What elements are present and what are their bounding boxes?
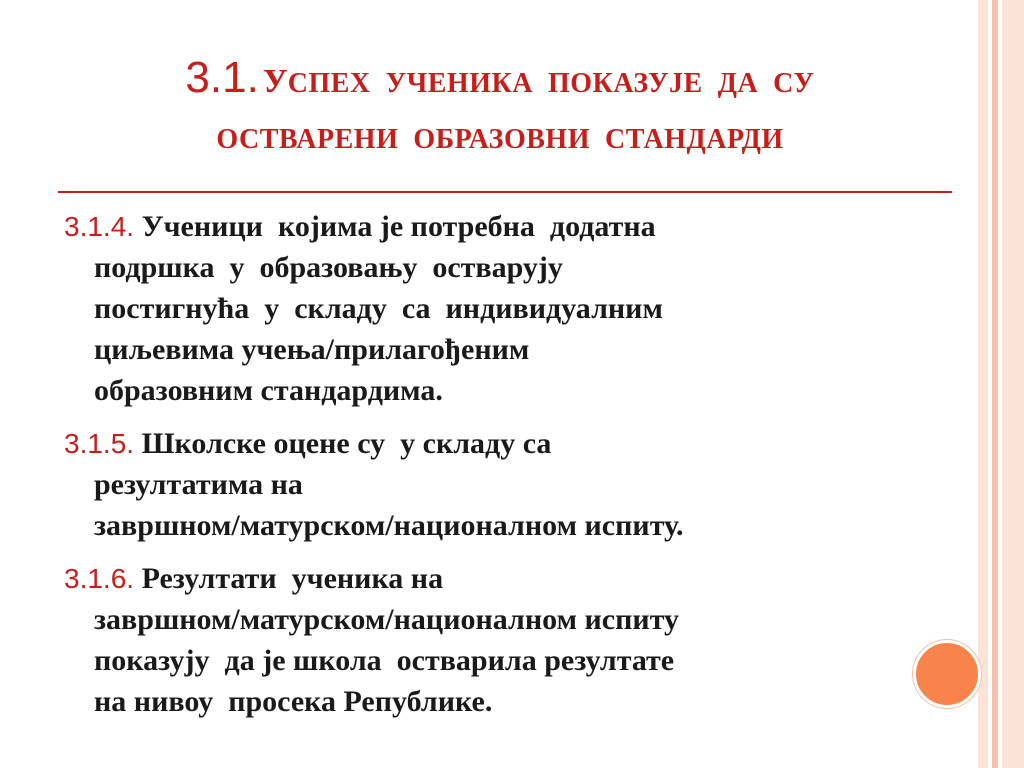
item-number: 3.1.5. bbox=[64, 428, 135, 459]
decorative-circle bbox=[913, 640, 981, 708]
item-text: Ученици којима је потребна додатна bbox=[141, 210, 656, 243]
item-first-line bbox=[64, 423, 964, 464]
list-item bbox=[64, 558, 964, 722]
item-continuation: на нивоу просека Републике. bbox=[94, 685, 493, 718]
item-continuation: резултатима на bbox=[94, 468, 303, 501]
item-first-line bbox=[64, 558, 964, 599]
item-continuation: завршном/матурском/националном испиту. bbox=[94, 509, 684, 542]
title-divider bbox=[58, 191, 952, 193]
item-continuation: образовним стандардима. bbox=[94, 374, 443, 407]
title-first-letter: У bbox=[262, 63, 288, 100]
title-line-1 bbox=[60, 52, 940, 114]
item-number: 3.1.4. bbox=[64, 211, 135, 242]
item-continuation: циљевима учења/прилагођеним bbox=[94, 333, 530, 366]
title-line1-text: СПЕХ УЧЕНИКА ПОКАЗУЈЕ ДА СУ bbox=[287, 68, 815, 99]
title-number: 3.1. bbox=[185, 53, 259, 102]
list-item bbox=[64, 206, 964, 411]
item-text: Резултати ученика на bbox=[141, 562, 444, 595]
item-number: 3.1.6. bbox=[64, 563, 135, 594]
content-body bbox=[64, 206, 964, 734]
title-line-2: ОСТВАРЕНИ ОБРАЗОВНИ СТАНДАРДИ bbox=[216, 124, 784, 155]
item-continuation: постигнућа у складу са индивидуалним bbox=[94, 292, 663, 325]
item-continuation: завршном/матурском/националном испиту bbox=[94, 603, 680, 636]
item-first-line bbox=[64, 206, 964, 247]
stripe bbox=[1002, 0, 1024, 768]
decorative-stripes bbox=[978, 0, 1024, 768]
list-item bbox=[64, 423, 964, 546]
item-continuation: подршка у образовању остварују bbox=[94, 251, 563, 284]
item-continuation: показују да је школа остварила резултате bbox=[94, 644, 675, 677]
item-text: Школске оцене су у складу са bbox=[141, 427, 552, 460]
stripe bbox=[978, 0, 988, 768]
slide-title bbox=[60, 52, 940, 166]
